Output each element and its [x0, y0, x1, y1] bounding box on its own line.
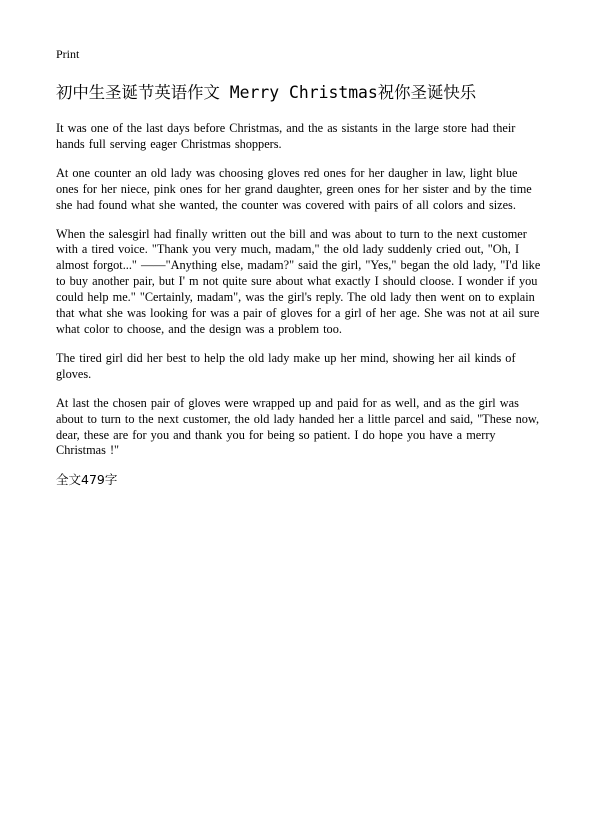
article-paragraph-3: When the salesgirl had finally written out the bill and was about to turn to the next customer with a tired voice. "Thank you very much, madam," the old lady suddenly cried out, "Oh, I almost forgot..." ——"Anything else, madam?" said the girl, "Yes," began the old lady, "I'd like to buy another pair, but I' m not quite sure about what exactly I should cloose. I wonder if you could help me." "Certainly, madam", was the girl's reply. The old lady then went on to explain that what she was looking for was a pair of gloves for a girl of her age. She was not at ail sure what color to choose, and the design was a problem too.	[56, 226, 541, 336]
article-paragraph-5: At last the chosen pair of gloves were wrapped up and paid for as well, and as the girl was about to turn to the next customer, the old lady handed her a little parcel and said, "These now, dear, these are for you and thank you for being so patient. I do hope you have a merry Christmas !"	[56, 395, 540, 458]
article-title: 初中生圣诞节英语作文 Merry Christmas祝你圣诞快乐	[56, 83, 477, 102]
article-paragraph-1: It was one of the last days before Christmas, and the as sistants in the large store had their hands full serving eager Christmas shoppers.	[56, 121, 516, 151]
word-count: 全文479字	[56, 472, 118, 488]
article-paragraph-2: At one counter an old lady was choosing gloves red ones for her daugher in law, light blue ones for her niece, pink ones for her grand daughter, green ones for her sister and by the time she had found what she wanted, the counter was covered with pairs of all colors and sizes.	[56, 165, 532, 212]
print-link[interactable]: Print	[56, 47, 80, 61]
article-paragraph-4: The tired girl did her best to help the old lady make up her mind, showing her ail kinds of gloves.	[56, 350, 516, 381]
article-body	[56, 121, 544, 488]
